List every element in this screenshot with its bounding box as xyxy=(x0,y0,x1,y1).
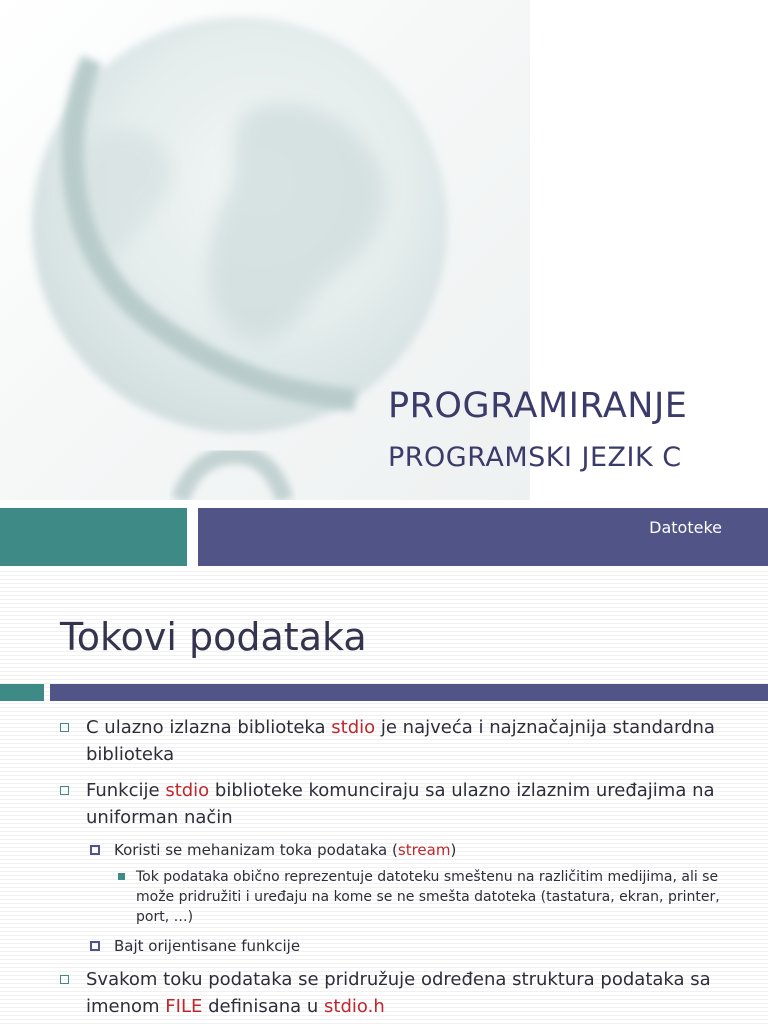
bullet-text: Funkcije stdio biblioteke komunciraju sa ulazno izlaznim uređajima na uniforman način xyxy=(86,780,715,828)
square-bullet-icon xyxy=(118,873,125,880)
presentation-subtitle: PROGRAMSKI JEZIK C xyxy=(388,442,682,473)
bullet-text: Koristi se mehanizam toka podataka (stream) xyxy=(114,841,457,859)
square-bullet-icon xyxy=(60,975,69,984)
section-label: Datoteke xyxy=(649,518,722,537)
square-bullet-icon xyxy=(60,786,69,795)
square-bullet-icon xyxy=(60,723,69,732)
heading-accent-block xyxy=(0,684,44,701)
keyword: stdio xyxy=(331,717,376,738)
bullet-text: Svakom toku podataka se pridružuje određena struktura podataka sa imenom FILE definisana u stdio.h xyxy=(86,969,711,1017)
keyword: stdio xyxy=(165,780,210,801)
presentation-title: PROGRAMIRANJE xyxy=(388,386,688,426)
keyword: stream xyxy=(397,841,451,859)
square-bullet-icon xyxy=(90,845,100,855)
square-bullet-icon xyxy=(90,941,100,951)
bullet-text: Bajt orijentisane funkcije xyxy=(114,937,301,955)
bullet-text: Tok podataka obično reprezentuje datoteku smeštenu na različitim medijima, ali se može pridružiti i uređaju na kome se ne smešta datoteka (tastatura, ekran, printer, port, …) xyxy=(136,869,720,925)
accent-block xyxy=(0,508,187,566)
heading-rule xyxy=(50,684,768,701)
section-bar xyxy=(198,508,768,566)
bullet-text: C ulazno izlazna biblioteka stdio je najveća i najznačajnija standardna biblioteka xyxy=(86,717,715,765)
slide-heading: Tokovi podataka xyxy=(60,615,367,659)
keyword: stdio.h xyxy=(324,996,385,1017)
keyword: FILE xyxy=(165,996,203,1017)
